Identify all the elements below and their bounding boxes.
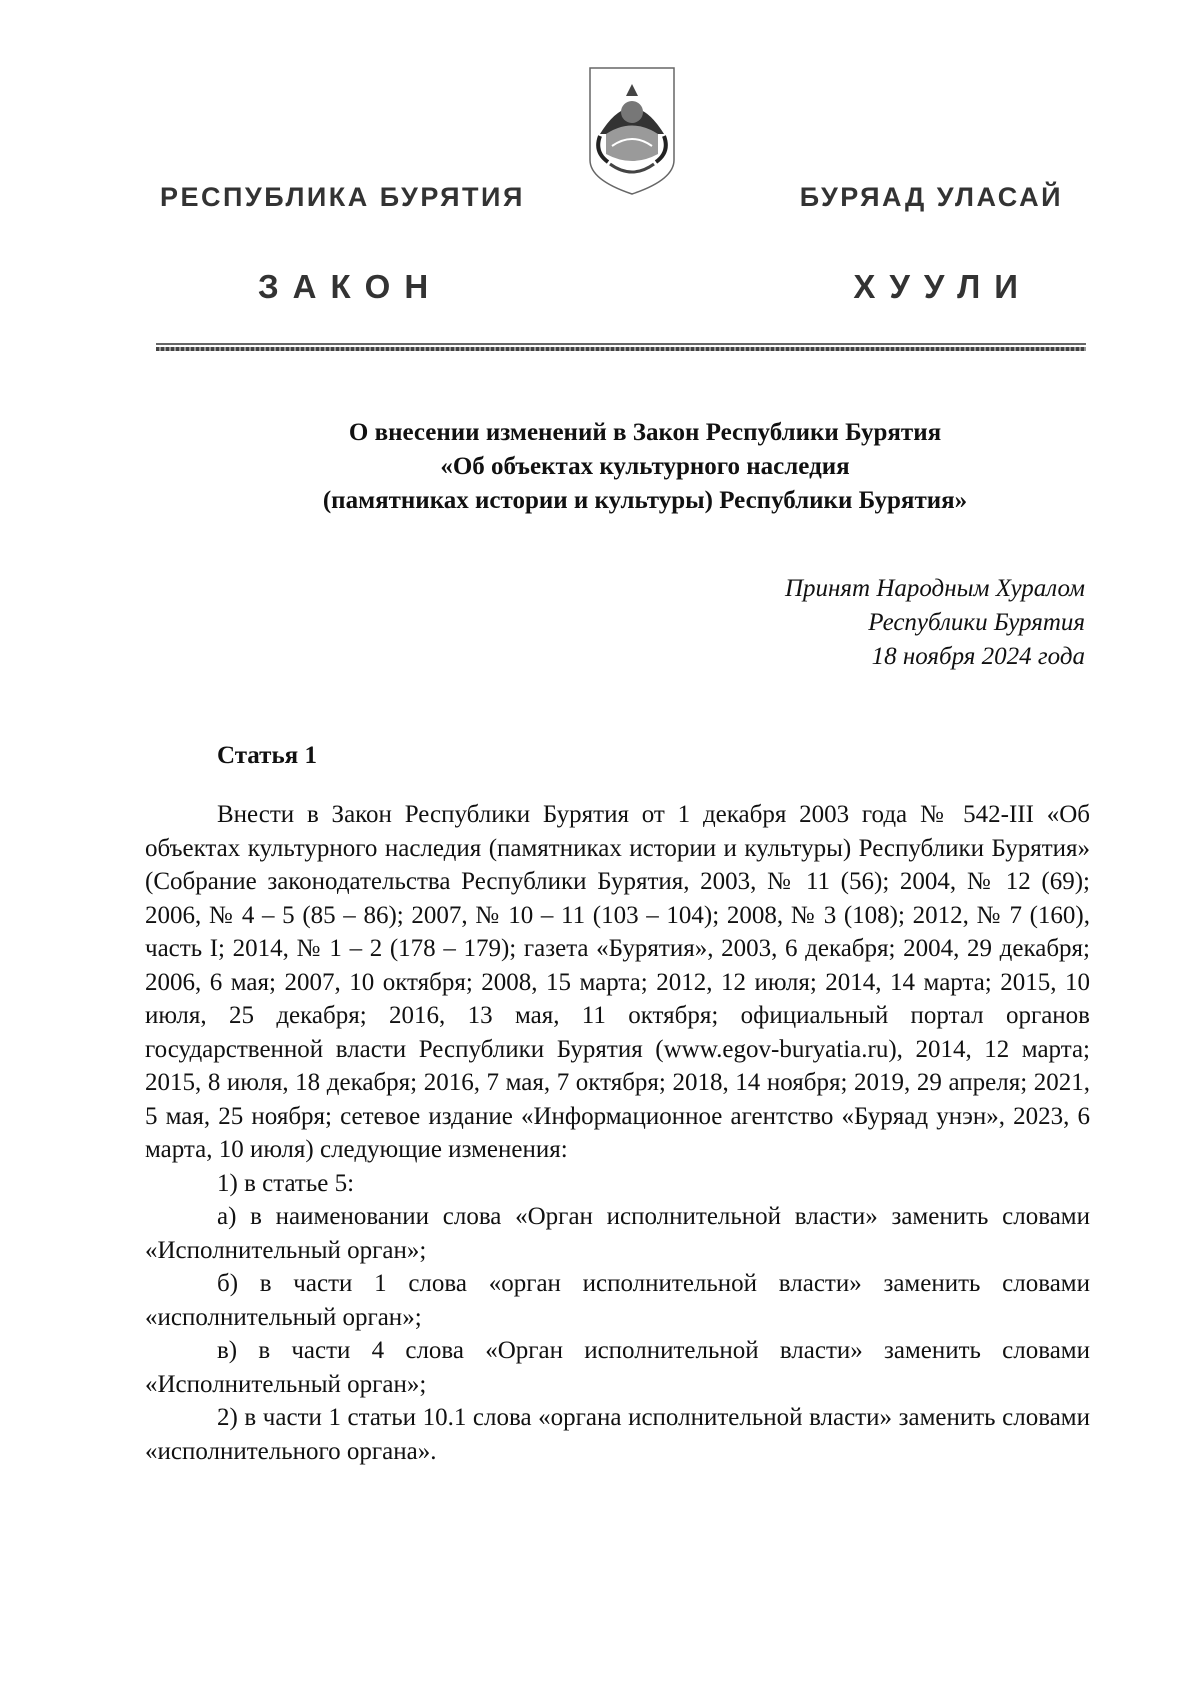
article-item: 2) в части 1 статьи 10.1 слова «органа исполнительной власти» заменить словами «исполнительного органа». [145, 1404, 1090, 1465]
title-line: «Об объектах культурного наследия [440, 453, 850, 480]
title-line: О внесении изменений в Закон Республики Бурятия [348, 419, 942, 446]
header-divider [156, 343, 1086, 345]
article-item: в) в части 4 слова «Орган исполнительной власти» заменить словами «Исполнительный орган»; [145, 1337, 1090, 1398]
coat-of-arms-icon [586, 62, 678, 197]
header-law-bua: ХУУЛИ [853, 268, 1032, 305]
header-law-ru: ЗАКОН [258, 268, 443, 305]
article-item: б) в части 1 слова «орган исполнительной власти» заменить словами «исполнительный орган»; [145, 1270, 1090, 1331]
header-republic-bua: БУРЯАД УЛАСАЙ [799, 182, 1063, 212]
adoption-line: Республики Бурятия [868, 609, 1085, 636]
adoption-line: Принят Народным Хуралом [784, 575, 1085, 602]
article-heading: Статья 1 [217, 742, 317, 769]
title-line: (памятниках истории и культуры) Республики Бурятия» [322, 487, 968, 514]
adoption-note [785, 572, 1085, 674]
article-item: а) в наименовании слова «Орган исполнительной власти» заменить словами «Исполнительный орган»; [145, 1203, 1090, 1264]
document-title [150, 416, 1140, 518]
article-intro-paragraph: Внести в Закон Республики Бурятия от 1 декабря 2003 года № 542-III «Об объектах культурного наследия (памятниках истории и культуры) Республики Бурятия» (Собрание законодательства Республики Бурятия, 2003, № 11 (56); 2004, № 12 (69); 2006, № 4 – 5 (85 – 86); 2007, № 10 – 11 (103 – 104); 2008, № 3 (108); 2012, № 7 (160), часть I; 2014, № 1 – 2 (178 – 179); газета «Бурятия», 2003, 6 декабря; 2004, 29 декабря; 2006, 6 мая; 2007, 10 октября; 2008, 15 марта; 2012, 12 июля; 2014, 14 марта; 2015, 10 июля, 25 декабря; 2016, 13 мая, 11 октября; официальный портал органов государственной власти Республики Бурятия (www.egov-buryatia.ru), 2014, 12 марта; 2015, 8 июля, 18 декабря; 2016, 7 мая, 7 октября; 2018, 14 ноября; 2019, 29 апреля; 2021, 5 мая, 25 ноября; сетевое издание «Информационное агентство «Буряад унэн», 2023, 6 марта, 10 июля) следующие изменения: [145, 801, 1090, 1163]
adoption-date: 18 ноября 2024 года [871, 643, 1085, 670]
article-body [145, 798, 1090, 1468]
header-republic-ru: РЕСПУБЛИКА БУРЯТИЯ [160, 182, 525, 212]
article-item: 1) в статье 5: [217, 1169, 355, 1197]
header-divider-double [156, 347, 1086, 351]
